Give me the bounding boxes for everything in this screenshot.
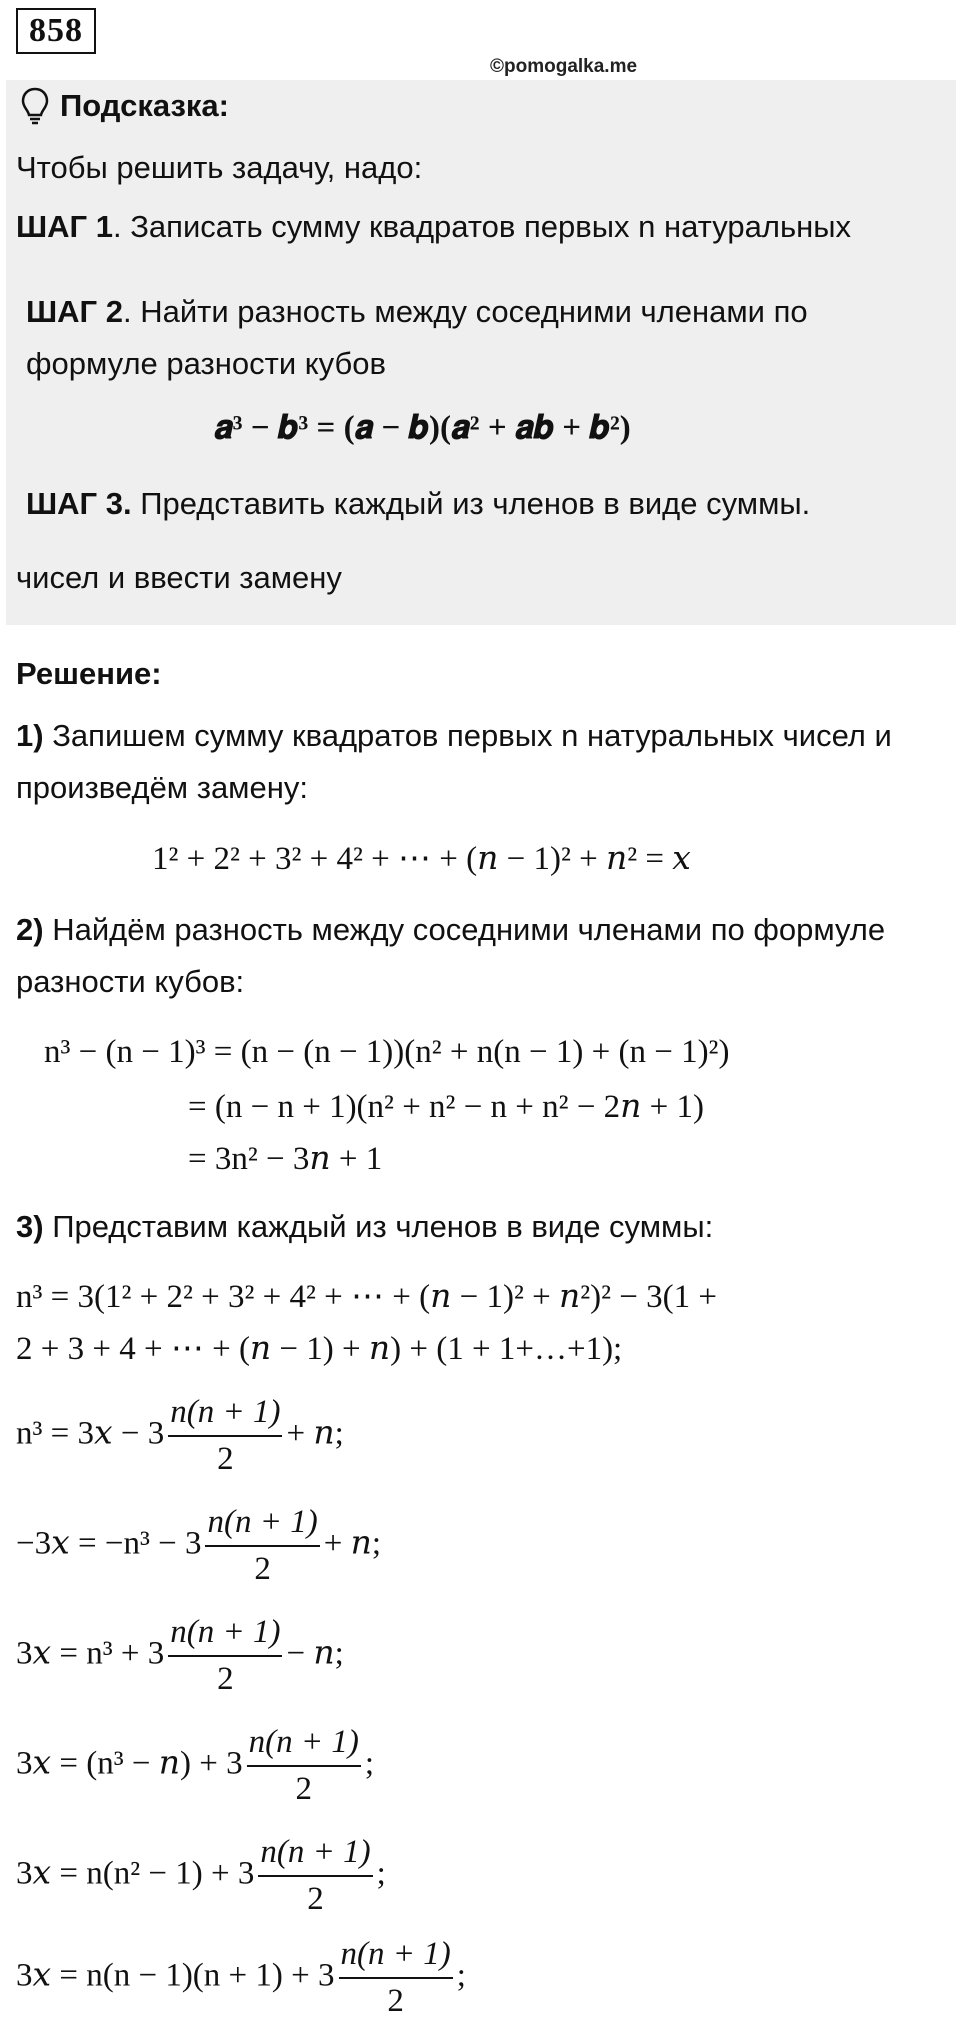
step-2-label: ШАГ 2 [26, 294, 123, 329]
fraction [247, 1724, 361, 1808]
step-1-label: ШАГ 1 [16, 209, 113, 244]
step-1-description: Запишем сумму квадратов первых n натуральных чисел и [43, 718, 892, 753]
fraction [168, 1614, 282, 1698]
fraction-numerator: n(n + 1) [258, 1834, 372, 1877]
equation-7 [16, 1724, 374, 1808]
solution-title: Решение: [16, 656, 162, 691]
fraction-numerator: n(n + 1) [339, 1936, 453, 1979]
equation-8-right: ; [376, 1855, 386, 1892]
equation-7-right: ; [364, 1745, 374, 1782]
equation-9-left: 3𝑥 = n(n − 1)(n + 1) + 3 [16, 1957, 335, 1994]
equation-8-left: 3𝑥 = n(n² − 1) + 3 [16, 1855, 255, 1892]
watermark: ©pomogalka.me [490, 56, 638, 77]
equation-6-right: − 𝑛; [286, 1635, 344, 1672]
step-3-label: ШАГ 3. [26, 486, 132, 521]
equation-5-left: −3𝑥 = −n³ − 3 [16, 1525, 202, 1562]
fraction-denominator: 2 [387, 1983, 404, 2019]
solution-step-3 [16, 1207, 713, 1247]
equation-6-left: 3𝑥 = n³ + 3 [16, 1635, 165, 1672]
hint-title: Подсказка: [60, 88, 229, 123]
equation-7-left: 3𝑥 = (n³ − 𝑛) + 3 [16, 1745, 243, 1782]
lightbulb-icon [20, 86, 50, 126]
equation-4 [16, 1394, 344, 1478]
fraction-denominator: 2 [254, 1551, 271, 1587]
equation-6 [16, 1614, 344, 1698]
equation-5 [16, 1504, 381, 1588]
fraction-denominator: 2 [217, 1441, 234, 1477]
problem-number: 858 [16, 8, 96, 54]
step-3-description: Представим каждый из членов в виде суммы: [43, 1209, 714, 1244]
hint-step-3 [26, 484, 810, 524]
solution-step-2-cont: разности кубов: [16, 964, 245, 999]
expansion-line-2: 2 + 3 + 4 + ⋯ + (𝑛 − 1) + 𝑛) + (1 + 1+…+1); [16, 1331, 623, 1367]
equation-8 [16, 1834, 386, 1918]
solution-step-1 [16, 716, 892, 756]
fraction-denominator: 2 [217, 1661, 234, 1697]
fraction [258, 1834, 372, 1918]
fraction-denominator: 2 [307, 1881, 324, 1917]
cube-difference-line-1: n³ − (n − 1)³ = (n − (n − 1))(n² + n(n − 1) + (n − 1)²) [44, 1034, 730, 1070]
hint-step-2-cont: формуле разности кубов [26, 346, 386, 381]
step-2-text: . Найти разность между соседними членами по [122, 294, 808, 329]
fraction-numerator: n(n + 1) [205, 1504, 319, 1547]
expansion-line-1: n³ = 3(1² + 2² + 3² + 4² + ⋯ + (𝑛 − 1)² + 𝑛²)² − 3(1 + [16, 1279, 717, 1315]
step-3-number: 3) [16, 1209, 44, 1244]
equation-5-right: + 𝑛; [323, 1525, 381, 1562]
equation-4-left: n³ = 3𝑥 − 3 [16, 1415, 165, 1452]
step-3-text: Представить каждый из членов в виде суммы. [131, 486, 811, 521]
sum-of-squares-equation: 1² + 2² + 3² + 4² + ⋯ + (𝑛 − 1)² + 𝑛² = 𝑥 [152, 841, 691, 877]
solution-step-1-cont: произведём замену: [16, 770, 308, 805]
step-1-number: 1) [16, 718, 44, 753]
fraction-denominator: 2 [295, 1771, 312, 1807]
cube-difference-line-3: = 3n² − 3𝑛 + 1 [188, 1141, 383, 1177]
fraction [339, 1936, 453, 2020]
hint-step-2 [26, 292, 808, 332]
step-2-number: 2) [16, 912, 44, 947]
step-2-description: Найдём разность между соседними членами по формуле [43, 912, 886, 947]
fraction-numerator: n(n + 1) [247, 1724, 361, 1767]
cube-difference-formula: 𝒂³ − 𝒃³ = (𝒂 − 𝒃)(𝒂² + 𝒂𝒃 + 𝒃²) [214, 410, 631, 446]
solution-step-2 [16, 910, 885, 950]
equation-9-right: ; [456, 1957, 466, 1994]
fraction [205, 1504, 319, 1588]
fraction [168, 1394, 282, 1478]
equation-4-right: + 𝑛; [286, 1415, 344, 1452]
cube-difference-line-2: = (n − n + 1)(n² + n² − n + n² − 2𝑛 + 1) [188, 1089, 705, 1125]
fraction-numerator: n(n + 1) [168, 1614, 282, 1657]
step-1-text: . Записать сумму квадратов первых n натуральных [112, 209, 851, 244]
fraction-numerator: n(n + 1) [168, 1394, 282, 1437]
hint-intro: Чтобы решить задачу, надо: [16, 150, 423, 185]
equation-9 [16, 1936, 466, 2020]
hint-step-3-cont: чисел и ввести замену [16, 560, 342, 595]
hint-step-1 [16, 207, 851, 247]
